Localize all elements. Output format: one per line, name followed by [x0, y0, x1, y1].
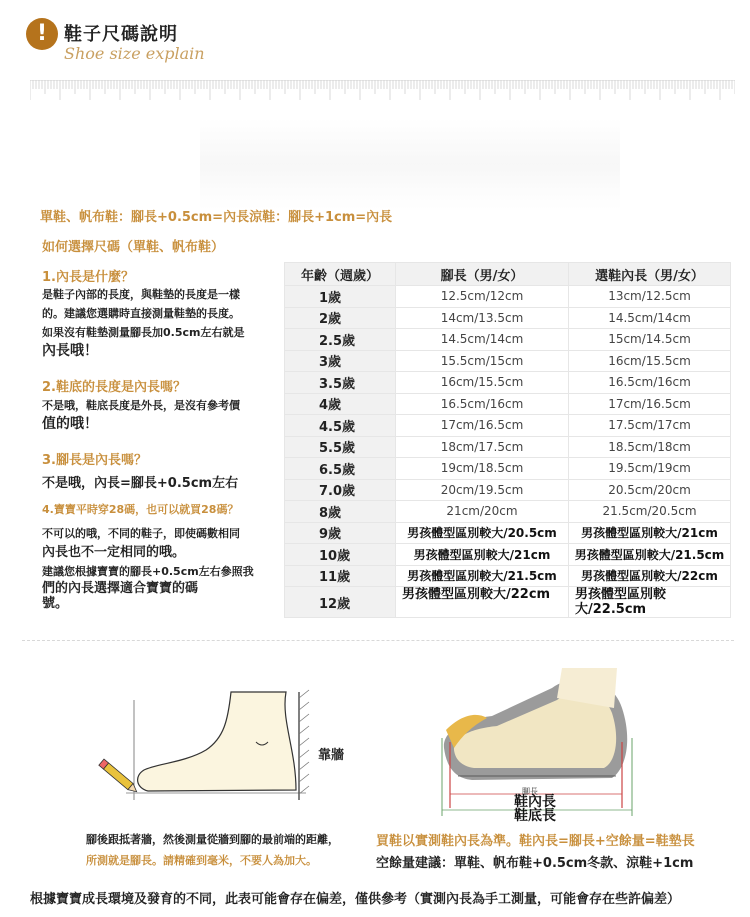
faq-answer-3: 不是哦，內長=腳長+0.5cm左右: [42, 476, 239, 491]
measure-caption-2: 所測就是腳長。請精確到毫米，不要人為加大。: [86, 854, 317, 867]
faq-answer-4-emphasis: 們的內長選擇適合寶寶的碼: [42, 581, 199, 596]
table-cell-age: 2歲: [285, 307, 396, 329]
faq-answer-4: [42, 524, 254, 611]
table-cell-foot-length: 男孩體型區別較大/21cm: [396, 544, 569, 566]
table-cell-age: 4.5歲: [285, 415, 396, 437]
table-cell-inner-length: 男孩體型區別較大/21.5cm: [569, 544, 731, 566]
faq-answer-1: [42, 285, 244, 361]
space-advice-text: 空餘量建議：單鞋、帆布鞋+0.5cm冬款、涼鞋+1cm: [376, 856, 694, 871]
table-cell-age: 12歲: [285, 587, 396, 618]
measure-caption-1: 腳後跟抵著牆，然後測量從牆到腳的最前端的距離，: [86, 833, 339, 846]
pencil-icon: [99, 759, 139, 795]
table-cell-foot-length: 男孩體型區別較大/20.5cm: [396, 522, 569, 544]
table-cell-age: 10歲: [285, 544, 396, 566]
faq-answer-4-line: 不可以的哦，不同的鞋子，即使碼數相同: [42, 527, 240, 540]
table-cell-inner-length: 14.5cm/14cm: [569, 307, 731, 329]
table-row: [285, 350, 731, 372]
table-cell-inner-length: 17.5cm/17cm: [569, 415, 731, 437]
faq-answer-4-line: 建議您根據寶寶的腳長+0.5cm左右參照我: [42, 565, 254, 578]
table-row: [285, 479, 731, 501]
table-cell-inner-length: 男孩體型區別較大/21cm: [569, 522, 731, 544]
table-cell-inner-length: 21.5cm/20.5cm: [569, 501, 731, 523]
table-cell-foot-length: 14cm/13.5cm: [396, 307, 569, 329]
page-title: 鞋子尺碼說明: [64, 24, 178, 45]
size-table: [284, 262, 731, 618]
table-row: [285, 544, 731, 566]
foot-length-label: 腳長: [522, 787, 538, 796]
table-row: [285, 286, 731, 308]
table-header-row: [285, 263, 731, 286]
table-header-foot-length: 腳長（男/女）: [396, 263, 569, 286]
table-row: [285, 329, 731, 351]
table-cell-age: 4歲: [285, 393, 396, 415]
faq-question-1: 1.內長是什麼？: [42, 270, 134, 285]
faq-answer-4-emphasis: 內長也不一定相同的哦。: [42, 545, 186, 560]
table-row: [285, 436, 731, 458]
table-cell-inner-length: 17cm/16.5cm: [569, 393, 731, 415]
table-header-inner-length: 選鞋內長（男/女）: [569, 263, 731, 286]
table-cell-age: 7.0歲: [285, 479, 396, 501]
wall-icon: [299, 690, 309, 800]
table-cell-foot-length: 16cm/15.5cm: [396, 372, 569, 394]
table-header-age: 年齡（週歲）: [285, 263, 396, 286]
table-cell-foot-length: 15.5cm/15cm: [396, 350, 569, 372]
table-cell-age: 3歲: [285, 350, 396, 372]
table-row: [285, 458, 731, 480]
table-cell-foot-length: 17cm/16.5cm: [396, 415, 569, 437]
alert-icon: !: [26, 18, 58, 50]
table-row: [285, 565, 731, 587]
table-cell-foot-length: 12.5cm/12cm: [396, 286, 569, 308]
table-cell-inner-length: 16cm/15.5cm: [569, 350, 731, 372]
table-row: [285, 522, 731, 544]
buy-rule-text: 買鞋以實測鞋內長為準。鞋內長=腳長+空餘量=鞋墊長: [376, 834, 695, 849]
sole-length-label: 鞋底長: [514, 808, 556, 824]
choose-size-heading: 如何選擇尺碼（單鞋、帆布鞋）: [42, 240, 225, 255]
formula-text: 單鞋、帆布鞋：腳長+0.5cm=內長涼鞋：腳長+1cm=內長: [40, 210, 393, 225]
table-cell-foot-length: 21cm/20cm: [396, 501, 569, 523]
faq-answer-1-line: 的。建議您選購時直接測量鞋墊的長度。: [42, 307, 240, 320]
table-cell-inner-length: 19.5cm/19cm: [569, 458, 731, 480]
table-cell-inner-length: 男孩體型區別較大/22.5cm: [569, 587, 731, 618]
table-cell-age: 5.5歲: [285, 436, 396, 458]
faq-question-4: 4.寶寶平時穿28碼，也可以就買28碼？: [42, 503, 239, 516]
faq-answer-1-line: 如果沒有鞋墊測量腳長加0.5cm左右就是: [42, 326, 245, 339]
table-cell-age: 1歲: [285, 286, 396, 308]
table-cell-age: 9歲: [285, 522, 396, 544]
inner-length-label: 鞋內長: [514, 794, 556, 810]
table-cell-age: 11歲: [285, 565, 396, 587]
table-cell-age: 6.5歲: [285, 458, 396, 480]
table-cell-foot-length: 男孩體型區別較大/21.5cm: [396, 565, 569, 587]
table-cell-inner-length: 16.5cm/16cm: [569, 372, 731, 394]
table-cell-foot-length: 18cm/17.5cm: [396, 436, 569, 458]
faq-answer-1-emphasis: 內長哦！: [42, 343, 98, 359]
faq-answer-4-emphasis: 號。: [42, 596, 69, 611]
table-cell-foot-length: 14.5cm/14cm: [396, 329, 569, 351]
table-cell-inner-length: 20.5cm/20cm: [569, 479, 731, 501]
table-cell-foot-length: 19cm/18.5cm: [396, 458, 569, 480]
footer-disclaimer: 根據寶寶成長環境及發育的不同，此表可能會存在偏差，僅供參考（實測內長為手工測量，可能會存在些許偏差）: [30, 892, 681, 907]
table-cell-inner-length: 15cm/14.5cm: [569, 329, 731, 351]
faq-answer-2-line: 不是哦，鞋底長度是外長，是沒有參考價: [42, 399, 240, 412]
table-row: [285, 415, 731, 437]
faq-question-2: 2.鞋底的長度是內長嗎？: [42, 380, 186, 395]
faq-question-3: 3.腳長是內長嗎？: [42, 453, 147, 468]
table-cell-age: 3.5歲: [285, 372, 396, 394]
section-divider: [22, 640, 734, 641]
table-cell-foot-length: 男孩體型區別較大/22cm: [396, 587, 569, 618]
table-row: [285, 372, 731, 394]
table-cell-inner-length: 18.5cm/18cm: [569, 436, 731, 458]
table-cell-age: 2.5歲: [285, 329, 396, 351]
table-cell-inner-length: 男孩體型區別較大/22cm: [569, 565, 731, 587]
table-row: [285, 587, 731, 618]
table-cell-inner-length: 13cm/12.5cm: [569, 286, 731, 308]
foot-icon: [138, 692, 296, 791]
table-cell-age: 8歲: [285, 501, 396, 523]
table-row: [285, 307, 731, 329]
table-row: [285, 501, 731, 523]
table-row: [285, 393, 731, 415]
ruler-decoration: [30, 80, 735, 102]
faq-answer-1-line: 是鞋子內部的長度，與鞋墊的長度是一樣: [42, 288, 240, 301]
faq-answer-2: [42, 396, 240, 434]
table-cell-foot-length: 20cm/19.5cm: [396, 479, 569, 501]
wall-label: 靠牆: [318, 748, 345, 763]
faded-background-band: [200, 118, 620, 210]
table-cell-foot-length: 16.5cm/16cm: [396, 393, 569, 415]
faq-answer-2-emphasis: 值的哦！: [42, 416, 98, 432]
page-subtitle: Shoe size explain: [64, 44, 205, 63]
